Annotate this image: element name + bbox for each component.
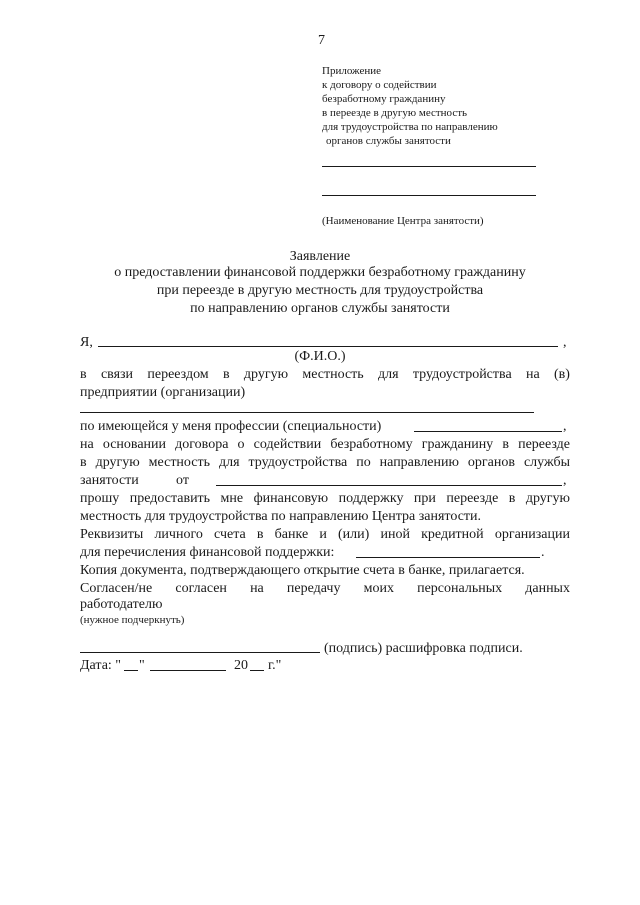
requisites-line-1: Реквизиты личного счета в банке и (или) иной кредитной организации — [80, 527, 570, 542]
date-year-prefix: 20 — [234, 658, 248, 673]
fio-field-line[interactable] — [98, 346, 558, 347]
date-month-field[interactable] — [150, 670, 226, 671]
relocation-word: в — [80, 367, 87, 382]
date-label: Дата: " — [80, 658, 122, 673]
appendix-line-4: в переезде в другую местность — [322, 107, 468, 119]
consent-word: данных — [525, 581, 570, 596]
relocation-word: для — [378, 367, 399, 382]
underline-note: (нужное подчеркнуть) — [80, 614, 185, 626]
title-line-1: о предоставлении финансовой поддержки безработному гражданину — [114, 265, 526, 280]
appendix-line-5: для трудоустройства по направлению — [322, 121, 498, 133]
account-field-line[interactable] — [356, 557, 540, 558]
organization-field-line[interactable] — [80, 412, 534, 413]
relocation-word: (в) — [554, 367, 570, 382]
basis-line-1: на основании договора о содействии безработному гражданину в переезде — [80, 437, 570, 452]
requisites-period: . — [541, 545, 545, 560]
relocation-word: трудоустройства — [412, 367, 512, 382]
relocation-word: на — [525, 367, 540, 382]
consent-word: персональных — [417, 581, 503, 596]
center-name-line-2 — [322, 195, 536, 196]
profession-label: по имеющейся у меня профессии (специальности) — [80, 419, 382, 434]
consent-word: моих — [363, 581, 394, 596]
copy-note: Копия документа, подтверждающего открытие счета в банке, прилагается. — [80, 563, 525, 578]
date-year-field[interactable] — [250, 670, 264, 671]
relocation-word: местность — [302, 367, 364, 382]
relocation-word: в — [222, 367, 230, 382]
title-line-3: по направлению органов службы занятости — [190, 301, 450, 316]
center-name-caption: (Наименование Центра занятости) — [322, 215, 484, 227]
relocation-line-2: предприятии (организации) — [80, 385, 246, 400]
date-quote: " — [139, 658, 145, 673]
request-line-2: местность для трудоустройства по направлению Центра занятости. — [80, 509, 482, 524]
consent-word: Согласен/не — [80, 581, 153, 596]
date-suffix: г." — [268, 658, 282, 673]
appendix-line-2: к договору о содействии — [322, 79, 437, 91]
consent-word: на — [250, 581, 264, 596]
profession-field-line[interactable] — [414, 431, 562, 432]
title-line-2: при переезде в другую местность для трудоустройства — [156, 283, 484, 298]
document-title: Заявление — [289, 249, 351, 264]
requisites-line-2: для перечисления финансовой поддержки: — [80, 545, 335, 560]
basis-line-3-a: занятости — [80, 473, 139, 488]
fio-comma: , — [563, 335, 567, 350]
consent-word: согласен — [175, 581, 227, 596]
consent-word: передачу — [286, 581, 341, 596]
appendix-line-3: безработному гражданину — [322, 93, 446, 105]
relocation-word: связи — [100, 367, 134, 382]
fio-caption: (Ф.И.О.) — [294, 349, 346, 364]
basis-line-3-b: от — [176, 473, 189, 488]
basis-line-2: в другую местность для трудоустройства по направлению органов службы — [80, 455, 570, 470]
relocation-word: переездом — [147, 367, 209, 382]
signature-caption: (подпись) расшифровка подписи. — [324, 641, 523, 656]
contract-date-field-line[interactable] — [216, 485, 562, 486]
date-day-field[interactable] — [124, 670, 138, 671]
signature-field-line[interactable] — [80, 652, 320, 653]
appendix-line-1: Приложение — [322, 65, 382, 77]
profession-comma: , — [563, 419, 567, 434]
relocation-word: другую — [243, 367, 289, 382]
appendix-line-6: органов службы занятости — [326, 135, 451, 147]
basis-comma: , — [563, 473, 567, 488]
relocation-line-1 — [80, 366, 570, 384]
center-name-line-1 — [322, 166, 536, 167]
request-line-1: прошу предоставить мне финансовую поддержку при переезде в другую — [80, 491, 570, 506]
ya-label: Я, — [80, 335, 93, 350]
page-number: 7 — [318, 33, 325, 48]
consent-line-2: работодателю — [80, 597, 163, 612]
